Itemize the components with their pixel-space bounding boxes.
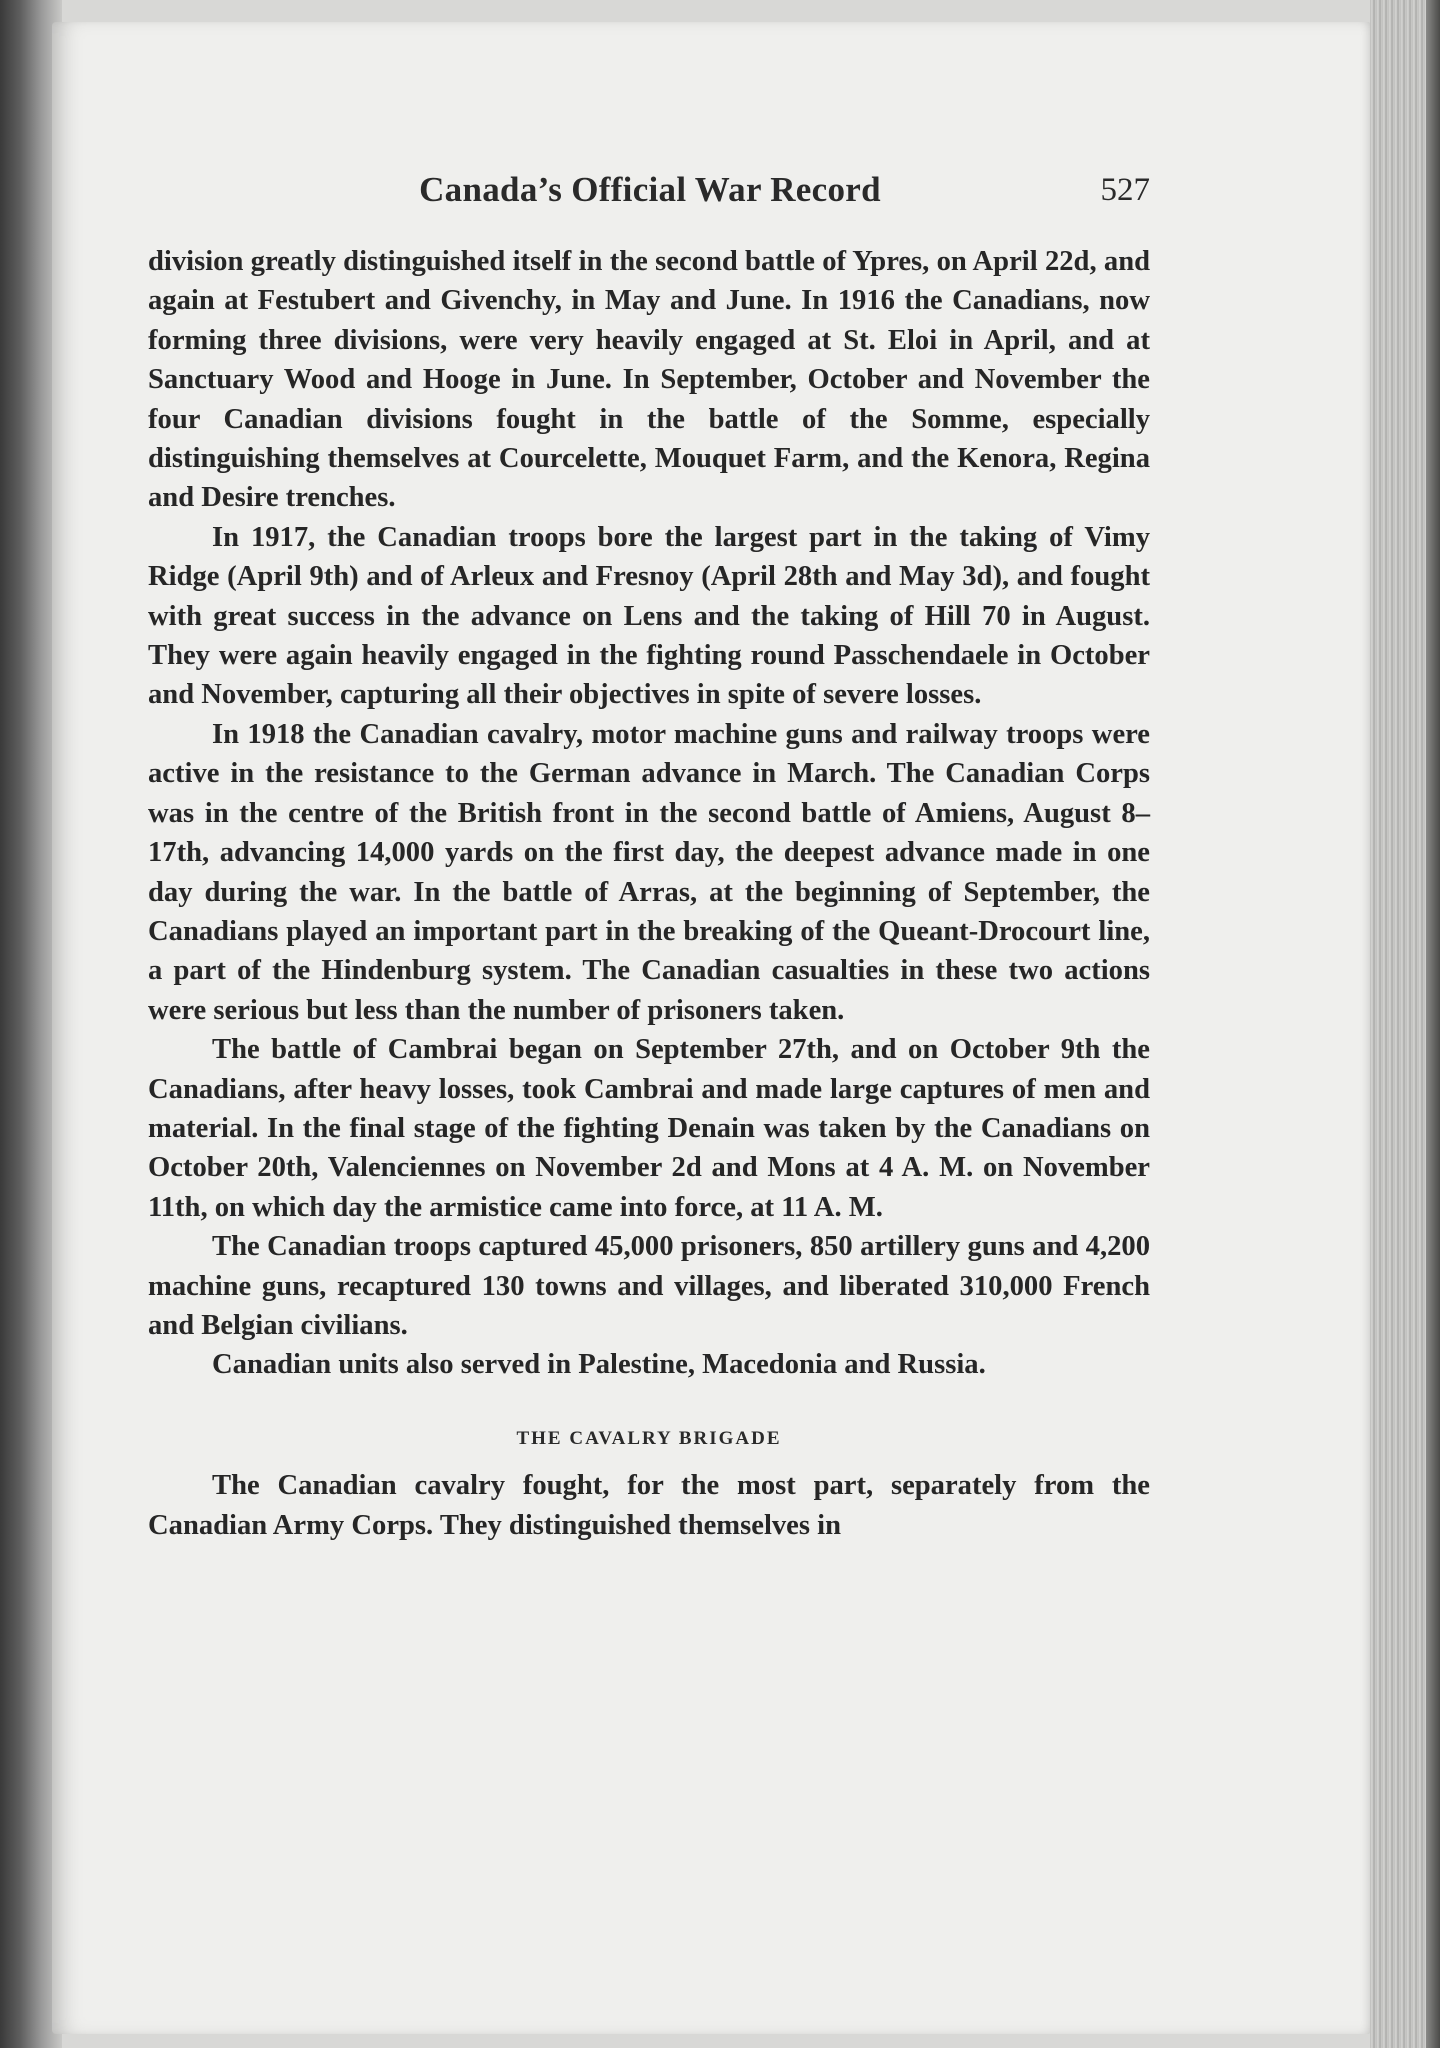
page-number: 527 <box>1100 172 1150 208</box>
section-paragraph: The Canadian cavalry fought, for the most part, separately from the Canadian Army Corps. They distinguished themselves in <box>148 1470 1150 1541</box>
paragraph-1: division greatly distinguished itself in the second battle of Ypres, on April 22d, and again at Festubert and Givenchy, in May and June. In 1916 the Canadians, now forming three divisions, were very heavily engaged at St. Eloi in April, and at Sanctuary Wood and Hooge in June. In September, October and November the four Canadian divisions fought in the battle of the Somme, especially distinguishing themselves at Courcelette, Mouquet Farm, and the Kenora, Regina and Desire trenches. <box>148 246 1150 514</box>
paragraph-6: Canadian units also served in Palestine, Macedonia and Russia. <box>212 1349 986 1381</box>
running-title: Canada’s Official War Record <box>419 170 881 209</box>
section-heading: THE CAVALRY BRIGADE <box>516 1427 782 1449</box>
paragraph-5: The Canadian troops captured 45,000 prisoners, 850 artillery guns and 4,200 machine guns, recaptured 130 towns and villages, and liberated 310,000 French and Belgian civilians. <box>148 1231 1150 1341</box>
paragraph-4: The battle of Cambrai began on September 27th, and on October 9th the Canadians, after heavy losses, took Cambrai and made large captures of men and material. In the final stage of the fighting Denain was taken by the Canadians on October 20th, Valenciennes on November 2d and Mons at 4 A. M. on November 11th, on which day the armistice came into force, at 11 A. M. <box>148 1034 1150 1223</box>
page-edges <box>1370 0 1440 2048</box>
paragraph-2: In 1917, the Canadian troops bore the largest part in the taking of Vimy Ridge (April 9th) and of Arleux and Fresnoy (April 28th and May 3d), and fought with great success in the advance on Lens and the taking of Hill 70 in August. They were again heavily engaged in the fighting round Passchendaele in October and November, capturing all their objectives in spite of severe losses. <box>148 521 1150 711</box>
page-header <box>150 170 1150 220</box>
body-text <box>148 242 1150 1545</box>
paragraph-3: In 1918 the Canadian cavalry, motor machine guns and railway troops were active in the resistance to the German advance in March. The Canadian Corps was in the centre of the British front in the second battle of Amiens, August 8–17th, advancing 14,000 yards on the first day, the deepest advance made in one day during the war. In the battle of Arras, at the beginning of September, the Canadians played an important part in the breaking of the Queant-Drocourt line, a part of the Hindenburg system. The Canadian casualties in these two actions were serious but less than the number of prisoners taken. <box>148 718 1150 1026</box>
